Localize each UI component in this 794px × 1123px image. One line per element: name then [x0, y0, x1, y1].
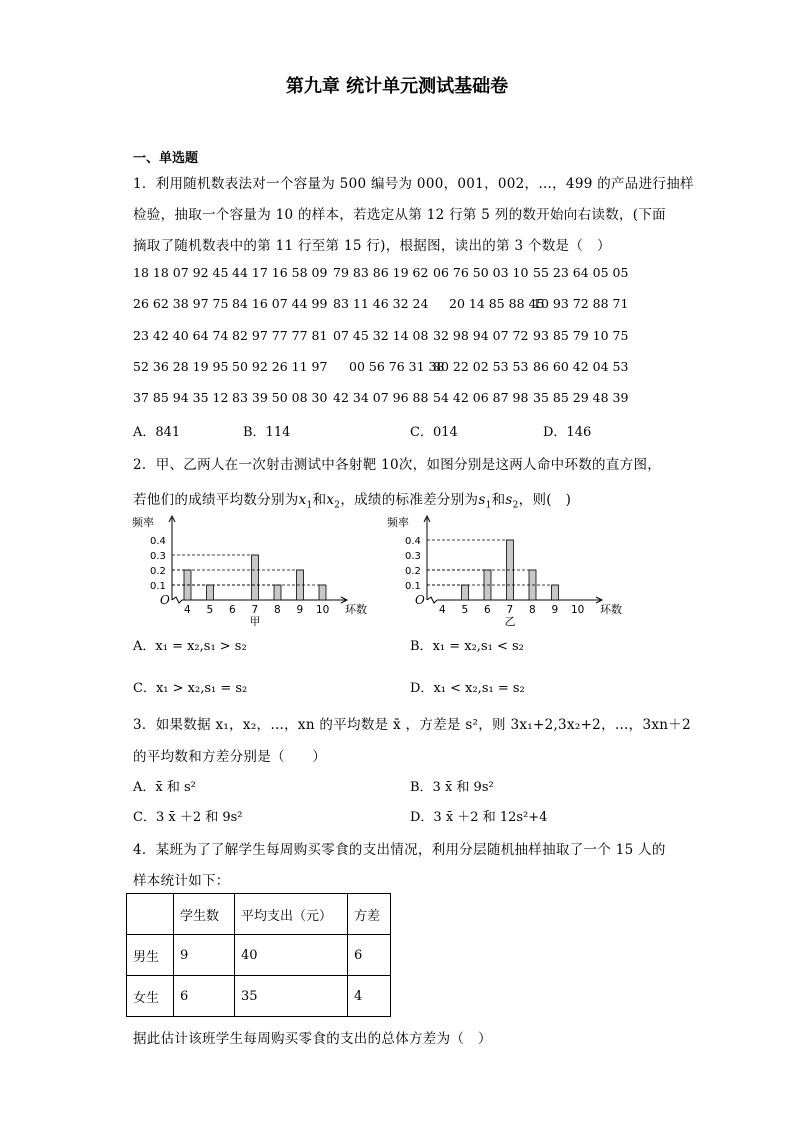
q1-option-c: C．014	[410, 425, 458, 440]
random-number-group: 37 85 94 35 12	[133, 390, 229, 405]
axis-break	[172, 597, 182, 603]
random-number-group: 83 39 50 08 30	[232, 390, 328, 405]
table-header-row	[127, 894, 391, 935]
table-cell: 6	[174, 976, 235, 1017]
q1-line-2: 检验，抽取一个容量为 10 的样本，若选定从第 12 行第 5 列的数开始向右读数，(下面	[133, 207, 666, 223]
x-tick-label: 7	[251, 604, 259, 616]
section-heading: 一、单选题	[133, 151, 199, 166]
x-tick-label: 5	[461, 604, 469, 616]
table-header-cell: 平均支出（元）	[235, 894, 348, 935]
stats-table	[126, 893, 391, 1017]
table-cell: 4	[348, 976, 391, 1017]
table-header-cell: 学生数	[174, 894, 235, 935]
q1-line-3: 摘取了随机数表中的第 11 行至第 15 行)，根据图，读出的第 3 个数是（ ）	[133, 238, 611, 254]
table-cell: 6	[348, 935, 391, 976]
table-cell: 9	[174, 935, 235, 976]
random-number-group: 50 92 26 11 97	[232, 359, 328, 374]
random-number-group: 06 76 50 03 10	[433, 265, 529, 280]
x-tick-label: 10	[316, 604, 330, 616]
random-number-group: 44 17 16 58 09	[232, 265, 328, 280]
origin-label: O	[160, 593, 170, 607]
histogram-bar	[252, 555, 259, 600]
chart-caption: 甲	[249, 615, 261, 628]
histogram-bar	[207, 585, 214, 600]
chart-caption: 乙	[504, 615, 516, 628]
q3-option-a: A．x̄ 和 s²	[133, 780, 196, 795]
random-number-group: 83 11 46 32 24	[333, 296, 429, 311]
q3-option-d: D．3 x̄ ＋2 和 12s²+4	[410, 810, 548, 825]
q2-option-c: C．x₁ > x₂,s₁ = s₂	[133, 681, 248, 696]
y-tick-label: 0.1	[150, 581, 166, 592]
q1-option-d: D．146	[543, 425, 592, 440]
y-tick-label: 0.3	[150, 551, 166, 562]
q3-option-b: B．3 x̄ 和 9s²	[410, 780, 494, 795]
x-tick-label: 9	[551, 604, 559, 616]
x-tick-label: 6	[229, 604, 236, 616]
histogram-bar	[462, 585, 469, 600]
y-tick-label: 0.4	[150, 536, 166, 547]
table-cell: 女生	[127, 976, 174, 1017]
x-tick-label: 7	[506, 604, 514, 616]
random-number-group: 42 34 07 96 88	[333, 390, 429, 405]
x-tick-label: 8	[274, 604, 281, 616]
random-number-group: 93 85 79 10 75	[533, 328, 629, 343]
random-number-group: 80 22 02 53 53	[433, 359, 529, 374]
q2-option-b: B．x₁ = x₂,s₁ < s₂	[410, 639, 524, 654]
random-number-group: 52 36 28 19 95	[133, 359, 229, 374]
histogram-yi	[385, 512, 622, 628]
random-number-group: 00 56 76 31 38	[349, 359, 445, 374]
random-number-group: 55 23 64 05 05	[533, 265, 629, 280]
x-tick-label: 6	[484, 604, 491, 616]
random-number-group: 23 42 40 64 74	[133, 328, 229, 343]
table-cell: 35	[235, 976, 348, 1017]
y-axis-label: 频率	[132, 516, 154, 529]
random-number-group: 10 93 72 88 71	[533, 296, 629, 311]
table-cell: 男生	[127, 935, 174, 976]
q2-option-d: D．x₁ < x₂,s₁ = s₂	[410, 681, 525, 696]
q3-line-1: 3．如果数据 x₁，x₂，…，xn 的平均数是 x̄ ，方差是 s²，则 3x₁+2,3x₂+2，…，3xn＋2	[133, 717, 691, 733]
random-number-group: 79 83 86 19 62	[333, 265, 429, 280]
y-tick-label: 0.4	[405, 536, 421, 547]
random-number-group: 84 16 07 44 99	[232, 296, 328, 311]
random-number-group: 35 85 29 48 39	[533, 390, 629, 405]
x-tick-label: 9	[296, 604, 304, 616]
histogram-bar	[552, 585, 559, 600]
random-number-group: 20 14 85 88 45	[449, 296, 545, 311]
random-number-group: 54 42 06 87 98	[433, 390, 529, 405]
y-tick-label: 0.3	[405, 551, 421, 562]
axis-break	[427, 597, 437, 603]
random-number-group: 07 45 32 14 08	[333, 328, 429, 343]
q2-option-a: A．x₁ = x₂,s₁ > s₂	[133, 639, 247, 654]
page-title: 第九章 统计单元测试基础卷	[285, 76, 509, 97]
y-tick-label: 0.1	[405, 581, 421, 592]
random-number-group: 82 97 77 77 81	[232, 328, 328, 343]
histogram-bar	[274, 585, 281, 600]
table-header-cell	[127, 894, 174, 935]
y-tick-label: 0.2	[150, 566, 166, 577]
q1-option-b: B．114	[243, 425, 291, 440]
q4-line-1: 4．某班为了了解学生每周购买零食的支出情况，利用分层随机抽样抽取了一个 15 人的	[133, 842, 666, 858]
x-axis-label: 环数	[345, 603, 367, 616]
q4-line-3: 据此估计该班学生每周购买零食的支出的总体方差为（ ）	[133, 1031, 492, 1047]
y-tick-label: 0.2	[405, 566, 421, 577]
table-cell: 40	[235, 935, 348, 976]
table-row	[127, 976, 391, 1017]
table-row	[127, 935, 391, 976]
x-tick-label: 8	[529, 604, 536, 616]
x-tick-label: 5	[206, 604, 214, 616]
q2-line-2: 若他们的成绩平均数分别为$x_1$和$x_2$，成绩的标准差分别为$s_1$和$s_2$，则( )	[133, 492, 572, 511]
table-header-cell: 方差	[348, 894, 391, 935]
x-tick-label: 4	[439, 604, 446, 616]
q2-line-1: 2．甲、乙两人在一次射击测试中各射靶 10次，如图分别是这两人命中环数的直方图，	[133, 457, 662, 473]
q4-line-2: 样本统计如下：	[133, 873, 230, 889]
random-number-group: 86 60 42 04 53	[533, 359, 629, 374]
histogram-bar	[319, 585, 326, 600]
random-number-group: 18 18 07 92 45	[133, 265, 229, 280]
origin-label: O	[415, 593, 425, 607]
y-axis-label: 频率	[387, 516, 409, 529]
q1-line-1: 1．利用随机数表法对一个容量为 500 编号为 000，001，002，…，499 的产品进行抽样	[133, 176, 694, 192]
q3-line-2: 的平均数和方差分别是（ ）	[133, 749, 327, 765]
x-axis-label: 环数	[600, 603, 622, 616]
q1-option-a: A．841	[133, 425, 181, 440]
random-number-group: 26 62 38 97 75	[133, 296, 229, 311]
x-tick-label: 4	[184, 604, 191, 616]
x-tick-label: 10	[571, 604, 585, 616]
q3-option-c: C．3 x̄ ＋2 和 9s²	[133, 810, 243, 825]
histogram-jia	[130, 512, 367, 628]
random-number-group: 32 98 94 07 72	[433, 328, 529, 343]
